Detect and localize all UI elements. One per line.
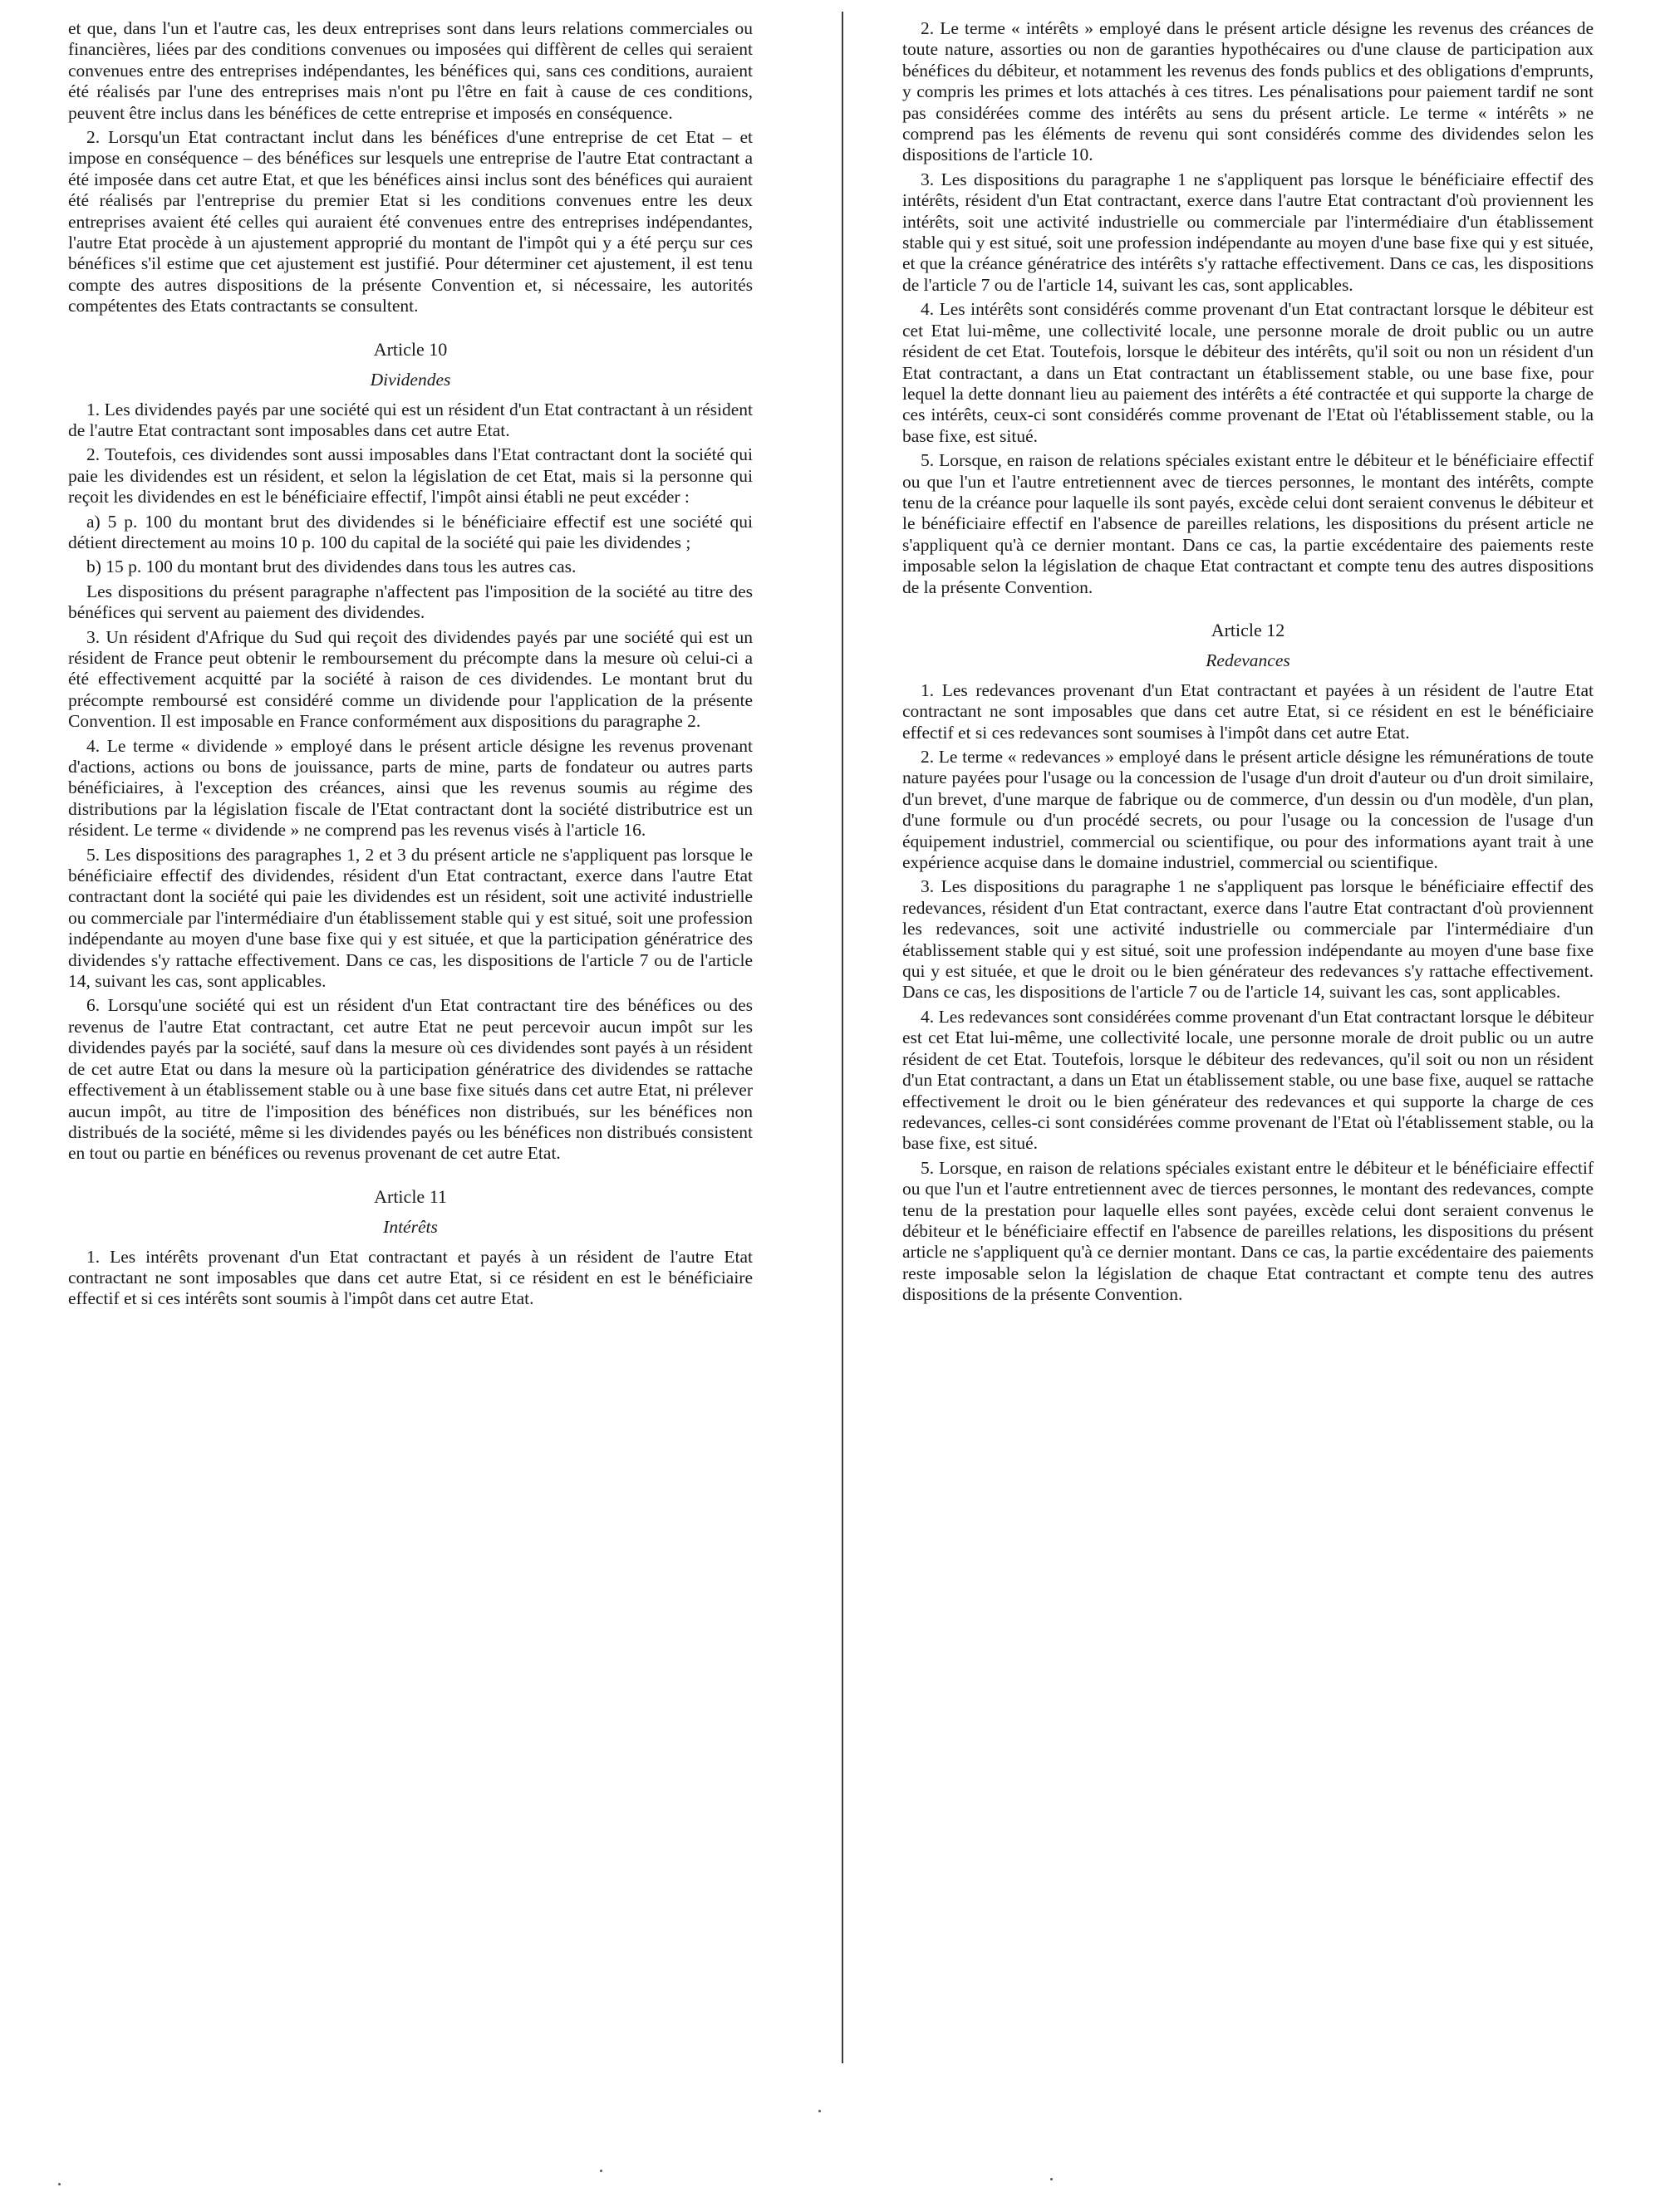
article10-paragraph6: 6. Lorsqu'une société qui est un résident d'un Etat contractant tire des bénéfices ou des revenus de l'autre Etat contractant, cet autre Etat ne peut percevoir aucun impôt sur les dividendes payés par la société, sauf dans la mesure où ces dividendes sont payés à un résident de cet autre Etat ou dans la mesure où la participation génératrice des dividendes se rattache effectivement à un établissement stable ou à une base fixe situés dans cet autre Etat, ni prélever aucun impôt, au titre de l'imposition des bénéfices non distribués, sur les bénéfices non distribués de la société, même si les dividendes payés ou les bénéfices non distribués consistent en tout ou partie en bénéfices ou revenus provenant de cet autre Etat. <box>68 995 753 1164</box>
article11-paragraph2: 2. Le terme « intérêts » employé dans le présent article désigne les revenus des créances de toute nature, assorties ou non de garanties hypothécaires ou d'une clause de participation aux bénéfices du débiteur, et notamment les revenus des fonds publics et des obligations d'emprunts, y compris les primes et lots attachés à ces titres. Les pénalisations pour paiement tardif ne sont pas considérées comme des intérêts au sens du présent article. Le terme « intérêts » ne comprend pas les éléments de revenu qui sont considérés comme des dividendes selon les dispositions de l'article 10. <box>902 18 1594 165</box>
article11-paragraph4: 4. Les intérêts sont considérés comme provenant d'un Etat contractant lorsque le débiteur est cet Etat lui-même, une collectivité locale, une personne morale de droit public ou un autre résident de cet Etat. Toutefois, lorsque le débiteur des intérêts, qu'il soit ou non un résident d'un Etat contractant, a dans un Etat contractant un établissement stable, ou une base fixe, pour lequel la dette donnant lieu au paiement des intérêts a été contractée et qui supporte la charge de ces intérêts, ceux-ci sont considérés comme provenant de l'Etat où l'établissement stable, ou la base fixe, est situé. <box>902 299 1594 446</box>
scan-speck <box>58 2183 61 2185</box>
article9-paragraph2: 2. Lorsqu'un Etat contractant inclut dans les bénéfices d'une entreprise de cet Etat – et impose en conséquence – des bénéfices sur lesquels une entreprise de l'autre Etat contractant a été imposée dans cet autre Etat, et que les bénéfices ainsi inclus sont des bénéfices qui auraient été réalisés par l'entreprise du premier Etat si les conditions convenues entre les deux entreprises avaient été celles qui auraient été convenues entre des entreprises indépendantes, l'autre Etat procède à un ajustement approprié du montant de l'impôt qui y a été perçu sur ces bénéfices s'il estime que cet ajustement est justifié. Pour déterminer cet ajustement, il est tenu compte des autres dispositions de la présente Convention et, si nécessaire, les autorités compétentes des Etats contractants se consultent. <box>68 127 753 316</box>
article10-paragraph5: 5. Les dispositions des paragraphes 1, 2 et 3 du présent article ne s'appliquent pas lorsque le bénéficiaire effectif des dividendes, résident d'un Etat contractant, exerce dans l'autre Etat contractant dont la société qui paie les dividendes est un résident, soit une activité industrielle ou commerciale par l'intermédiaire d'un établissement stable qui y est situé, soit une profession indépendante au moyen d'une base fixe qui y est située, et que la participation génératrice des dividendes s'y rattache effectivement. Dans ce cas, les dispositions de l'article 7 ou de l'article 14, suivant les cas, sont applicables. <box>68 844 753 992</box>
article11-title: Article 11 <box>374 1185 447 1207</box>
article10-paragraph2: 2. Toutefois, ces dividendes sont aussi imposables dans l'Etat contractant dont la société qui paie les dividendes est un résident, et selon la législation de cet Etat, mais si la personne qui reçoit les dividendes en est le bénéficiaire effectif, l'impôt ainsi établi ne peut excéder : <box>68 444 753 508</box>
article10-paragraph1: 1. Les dividendes payés par une société qui est un résident d'un Etat contractant à un résident de l'autre Etat contractant sont imposables dans cet autre Etat. <box>68 399 753 440</box>
column-divider <box>842 12 843 2063</box>
article11-subtitle: Intérêts <box>383 1217 438 1238</box>
article12-paragraph2: 2. Le terme « redevances » employé dans le présent article désigne les rémunérations de toute nature payées pour l'usage ou la concession de l'usage d'un droit d'auteur ou d'un droit similaire, d'un brevet, d'une marque de fabrique ou de commerce, d'un dessin ou d'un modèle, d'un plan, d'une formule ou d'un procédé secrets, ou pour l'usage ou la concession de l'usage d'un équipement industriel, commercial ou scientifique, ou pour des informations ayant trait à une expérience acquise dans le domaine industriel, commercial ou scientifique. <box>902 747 1594 873</box>
scan-speck <box>1050 2178 1053 2180</box>
article11-paragraph5: 5. Lorsque, en raison de relations spéciales existant entre le débiteur et le bénéficiaire effectif ou que l'un et l'autre entretiennent avec de tierces personnes, le montant des intérêts, compte tenu de la créance pour laquelle ils sont payés, excède celui dont seraient convenus le débiteur et le bénéficiaire effectif en l'absence de pareilles relations, les dispositions du présent article ne s'appliquent qu'à ce dernier montant. Dans ce cas, la partie excédentaire des paiements reste imposable selon la législation de chaque Etat contractant et compte tenu des autres dispositions de la présente Convention. <box>902 450 1594 597</box>
scan-speck <box>818 2110 821 2112</box>
article12-title: Article 12 <box>1211 619 1285 640</box>
article11-paragraph3: 3. Les dispositions du paragraphe 1 ne s'appliquent pas lorsque le bénéficiaire effectif des intérêts, résident d'un Etat contractant, exerce dans l'autre Etat contractant d'où proviennent les intérêts, soit une activité industrielle ou commerciale par l'intermédiaire d'un établissement stable qui y est situé, soit une profession indépendante au moyen d'une base fixe qui y est située, et que la créance génératrice des intérêts s'y rattache effectivement. Dans ce cas, les dispositions de l'article 7 ou de l'article 14, suivant les cas, sont applicables. <box>902 169 1594 295</box>
article12-paragraph4: 4. Les redevances sont considérées comme provenant d'un Etat contractant lorsque le débiteur est cet Etat lui-même, une collectivité locale, une personne morale de droit public ou un autre résident de cet Etat. Toutefois, lorsque le débiteur des redevances, qu'il soit ou non un résident d'un Etat contractant, a dans un Etat un établissement stable, ou une base fixe, auquel se rattache effectivement le droit ou le bien générateur des redevances et qui supporte la charge de ces redevances, celles-ci sont considérées comme provenant de l'Etat où l'établissement stable, ou la base fixe, est situé. <box>902 1006 1594 1154</box>
left-column <box>68 18 753 1313</box>
article12-paragraph3: 3. Les dispositions du paragraphe 1 ne s'appliquent pas lorsque le bénéficiaire effectif des redevances, résident d'un Etat contractant, exerce dans l'autre Etat contractant d'où proviennent les redevances, soit une activité industrielle ou commerciale par l'intermédiaire d'un établissement stable qui y est situé, soit une profession indépendante au moyen d'une base fixe qui y est située, et que le droit ou le bien générateur des redevances s'y rattache effectivement. Dans ce cas, les dispositions de l'article 7 ou de l'article 14, suivant les cas, sont applicables. <box>902 876 1594 1003</box>
scan-speck <box>600 2170 602 2172</box>
article10-subtitle: Dividendes <box>370 370 451 390</box>
article12-subtitle: Redevances <box>1206 650 1290 671</box>
article10-paragraph3: 3. Un résident d'Afrique du Sud qui reçoit des dividendes payés par une société qui est un résident de France peut obtenir le remboursement du précompte dans la mesure où celui-ci a été effectivement acquitté par la société à raison de ces dividendes. Le montant brut du précompte remboursé est considéré comme un dividende pour l'application de la présente Convention. Il est imposable en France conformément aux dispositions du paragraphe 2. <box>68 626 753 732</box>
article10-title: Article 10 <box>373 338 448 360</box>
article10-paragraph4: 4. Le terme « dividende » employé dans le présent article désigne les revenus provenant d'actions, actions ou bons de jouissance, parts de mine, parts de fondateur ou autres parts bénéficiaires, à l'exception des créances, ainsi que les revenus soumis au régime des distributions par la législation fiscale de l'Etat contractant dont la société distributrice est un résident. Le terme « dividende » ne comprend pas les revenus visés à l'article 16. <box>68 735 753 841</box>
article12-paragraph1: 1. Les redevances provenant d'un Etat contractant et payées à un résident de l'autre Etat contractant ne sont imposables que dans cet autre Etat, si ce résident en est le bénéficiaire effectif et si ces redevances sont soumises à l'impôt dans cet autre Etat. <box>902 679 1594 743</box>
article10-paragraph2-item-b: b) 15 p. 100 du montant brut des dividendes dans tous les autres cas. <box>86 557 577 577</box>
article10-paragraph2-note: Les dispositions du présent paragraphe n'affectent pas l'imposition de la société au titre des bénéfices qui servent au paiement des dividendes. <box>68 581 753 623</box>
article9-paragraph1-continuation: et que, dans l'un et l'autre cas, les deux entreprises sont dans leurs relations commerciales ou financières, liées par des conditions convenues ou imposées qui diffèrent de celles qui seraient convenues entre des entreprises indépendantes, les bénéfices qui, sans ces conditions, auraient été réalisés par l'une des entreprises mais n'ont pu l'être en fait à cause de ces conditions, peuvent être inclus dans les bénéfices de cette entreprise et imposés en conséquence. <box>68 18 753 123</box>
right-column <box>902 18 1594 1309</box>
article10-paragraph2-item-a: a) 5 p. 100 du montant brut des dividendes si le bénéficiaire effectif est une société qui détient directement au moins 10 p. 100 du capital de la société qui paie les dividendes ; <box>68 511 753 552</box>
article11-paragraph1: 1. Les intérêts provenant d'un Etat contractant et payés à un résident de l'autre Etat contractant ne sont imposables que dans cet autre Etat, si ce résident en est le bénéficiaire effectif et si ces intérêts sont soumis à l'impôt dans cet autre Etat. <box>68 1246 753 1309</box>
article12-paragraph5: 5. Lorsque, en raison de relations spéciales existant entre le débiteur et le bénéficiaire effectif ou que l'un et l'autre entretiennent avec de tierces personnes, le montant des redevances, compte tenu de la prestation pour laquelle elles sont payées, excède celui dont seraient convenus le débiteur et le bénéficiaire effectif en l'absence de pareilles relations, les dispositions du présent article ne s'appliquent qu'à ce dernier montant. Dans ce cas, la partie excédentaire des paiements reste imposable selon la législation de chaque Etat contractant et compte tenu des autres dispositions de la présente Convention. <box>902 1157 1594 1305</box>
